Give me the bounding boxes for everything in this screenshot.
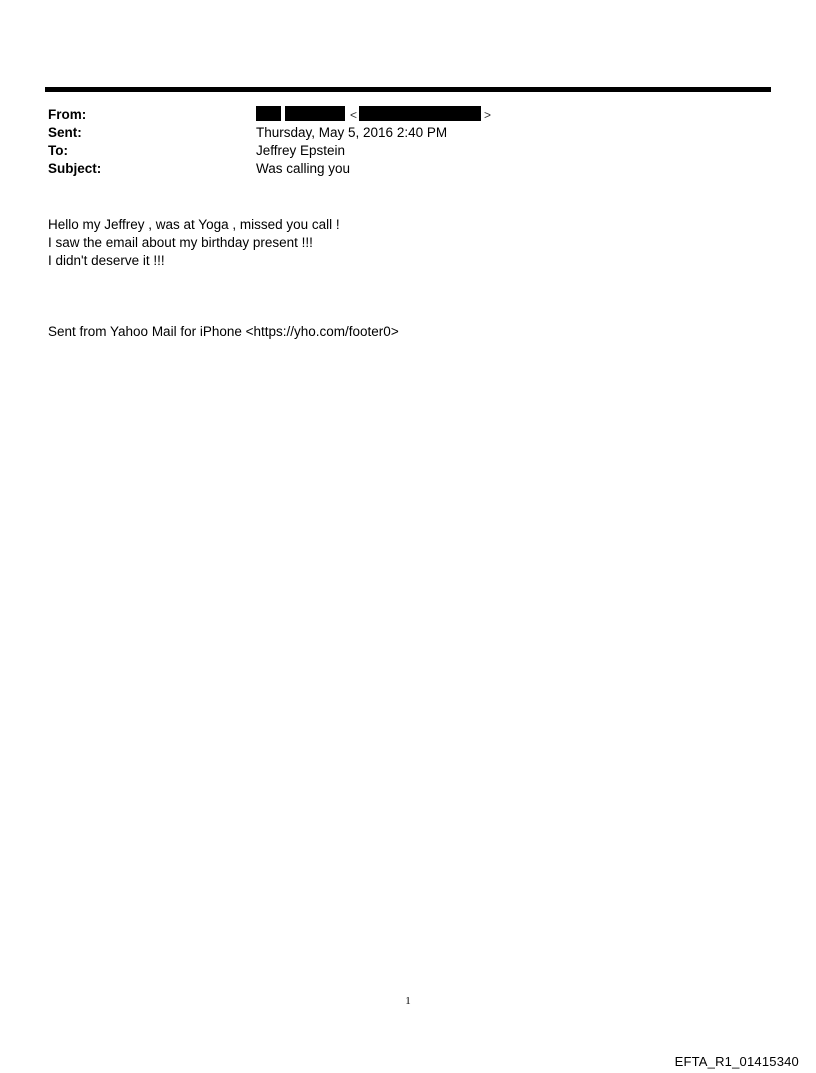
to-label: To: [48, 143, 68, 158]
redaction-box [285, 106, 345, 121]
sent-row [48, 124, 748, 142]
from-row [48, 106, 748, 124]
subject-value: Was calling you [256, 161, 351, 176]
redaction-box [256, 106, 281, 121]
page-number: 1 [405, 995, 411, 1007]
sent-value: Thursday, May 5, 2016 2:40 PM [256, 125, 448, 140]
redaction-box [359, 106, 481, 121]
from-label: From: [48, 107, 87, 122]
sent-label: Sent: [48, 125, 82, 140]
body-line: Hello my Jeffrey , was at Yoga , missed you call ! [48, 217, 340, 232]
subject-row [48, 160, 748, 178]
to-value: Jeffrey Epstein [256, 143, 346, 158]
to-row [48, 142, 748, 160]
email-header [48, 106, 748, 178]
email-body [48, 216, 340, 270]
open-bracket: < [350, 108, 358, 122]
bates-number: EFTA_R1_01415340 [674, 1054, 799, 1069]
close-bracket: > [484, 108, 492, 122]
from-value [256, 106, 491, 124]
body-line: I didn't deserve it !!! [48, 253, 165, 268]
email-signature: Sent from Yahoo Mail for iPhone <https://yho.com/footer0> [48, 324, 399, 339]
body-line: I saw the email about my birthday present !!! [48, 235, 313, 250]
header-rule [45, 87, 771, 92]
subject-label: Subject: [48, 161, 102, 176]
